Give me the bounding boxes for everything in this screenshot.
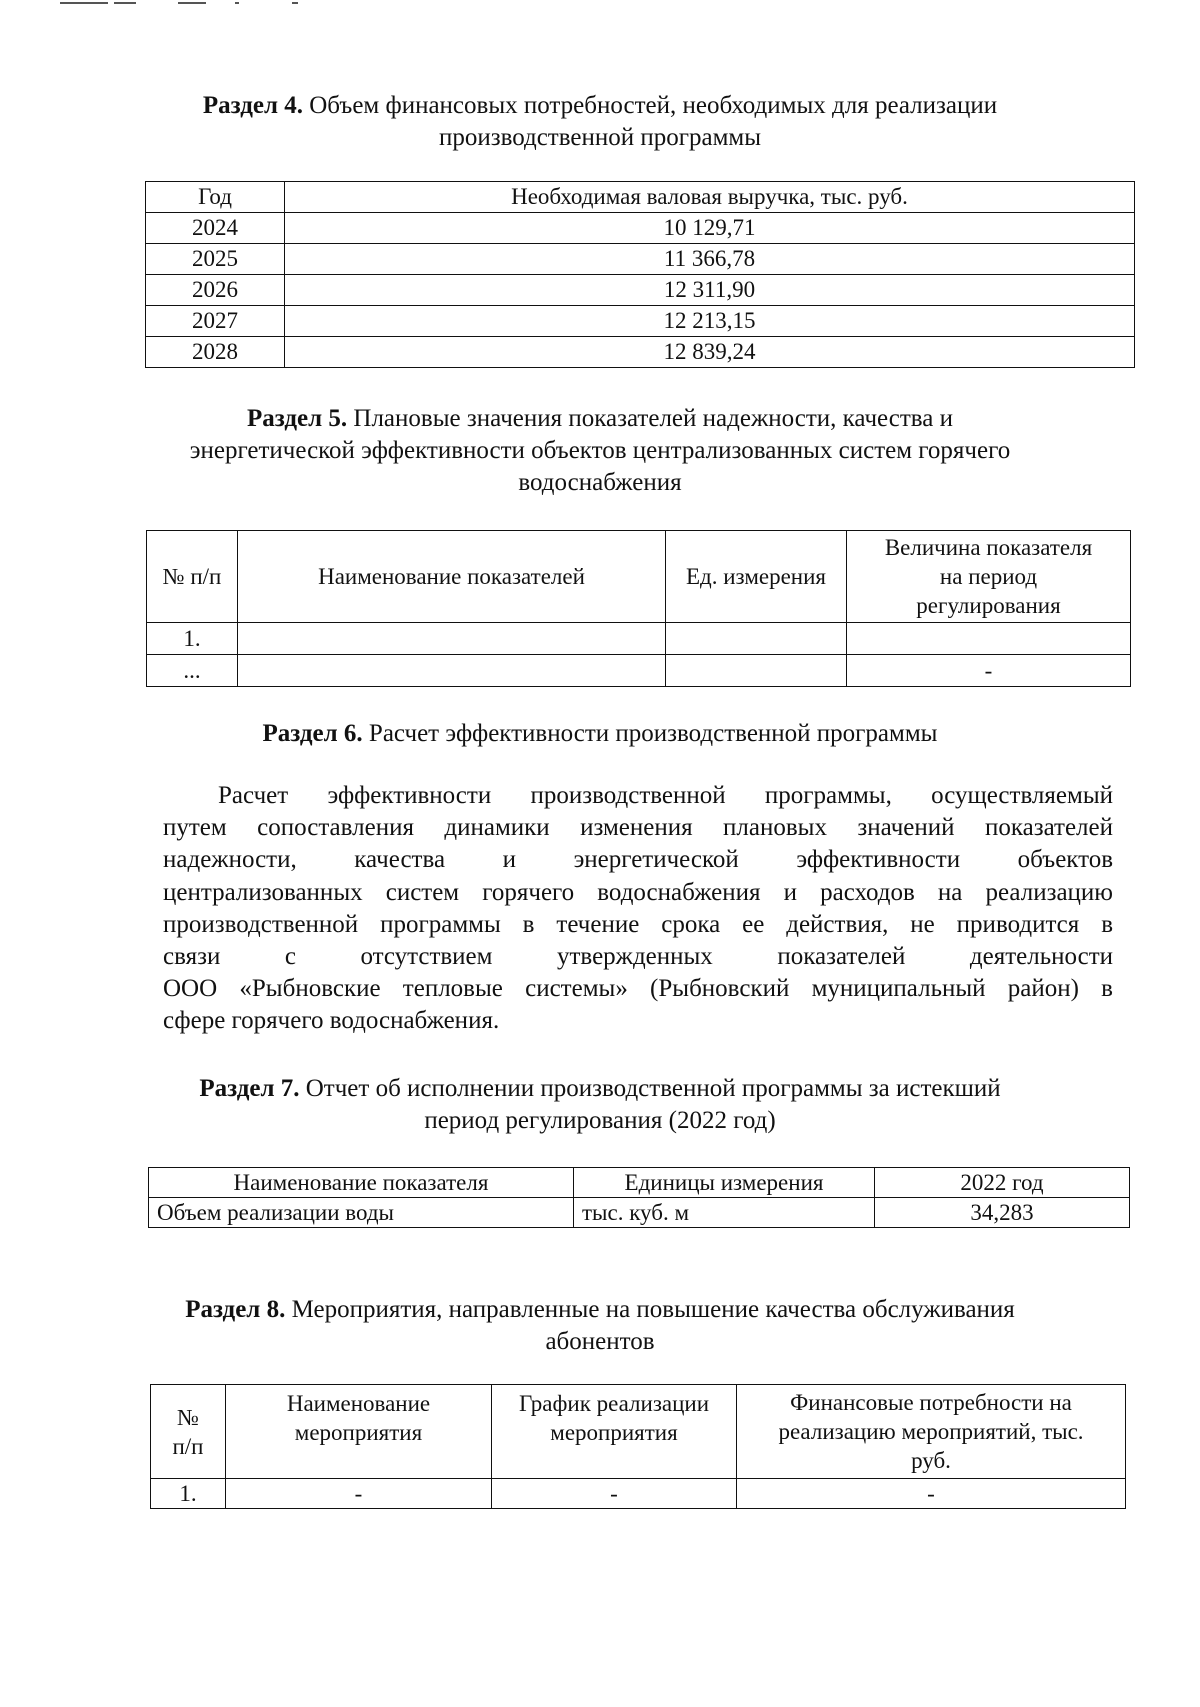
measures-table [150,1384,1126,1509]
unit-cell: тыс. куб. м [574,1198,875,1228]
table-row [149,1198,1130,1228]
section5-title-line3: водоснабжения [518,469,682,496]
year-cell: 2024 [146,213,285,244]
table-row [146,306,1135,337]
paragraph-line: сфере горячего водоснабжения. [163,1007,500,1035]
revenue-cell: 12 213,15 [285,306,1135,337]
num-header: № п/п [147,531,238,623]
value-header [847,531,1131,623]
name-header: Наименование показателя [149,1168,574,1198]
section4-heading [140,90,1060,154]
table-row [147,623,1131,655]
value-cell [847,623,1131,655]
section8-label: Раздел 8. [185,1296,286,1323]
report-table [148,1167,1130,1228]
name-header-line1: Наименование [286,1391,431,1416]
num-header-line2: п/п [172,1433,204,1459]
table-header-row [151,1385,1126,1479]
year-cell: 2026 [146,275,285,306]
section8-heading [140,1294,1060,1358]
revenue-cell: 10 129,71 [285,213,1135,244]
year-cell: 2027 [146,306,285,337]
name-cell [238,655,666,687]
indicators-table [146,530,1131,687]
paragraph-line: путем сопоставления динамики изменения плановых значений показателей [163,814,1113,842]
section4-title-line1: Объем финансовых потребностей, необходимых для реализации [309,92,998,119]
name-header: Наименование показателей [238,531,666,623]
num-header-line1: № [177,1404,199,1430]
name-cell: - [226,1479,492,1509]
num-header [151,1385,226,1479]
finance-cell: - [737,1479,1126,1509]
name-header-line2: мероприятия [294,1420,423,1445]
name-cell [238,623,666,655]
schedule-header [492,1385,737,1479]
unit-header: Ед. измерения [666,531,847,623]
paragraph-line: Расчет эффективности производственной программы, осуществляемый [218,782,1113,809]
paragraph-line: надежности, качества и энергетической эффективности объектов [163,846,1113,874]
section7-title-line2: период регулирования (2022 год) [424,1107,776,1134]
section4-title-line2: производственной программы [438,124,762,151]
name-cell: Объем реализации воды [149,1198,574,1228]
table-row [146,213,1135,244]
financial-needs-table [145,181,1135,368]
year-header: 2022 год [875,1168,1130,1198]
section7-label: Раздел 7. [199,1075,300,1102]
unit-cell [666,655,847,687]
revenue-cell: 12 311,90 [285,275,1135,306]
section6-title: Расчет эффективности производственной программы [368,720,938,747]
paragraph-line: связи с отсутствием утвержденных показателей деятельности [163,943,1113,971]
value-header-line3: регулирования [916,593,1061,618]
section8-title-line2: абонентов [545,1328,655,1355]
section6-paragraph [163,780,1113,1038]
value-cell: 34,283 [875,1198,1130,1228]
table-header-row [149,1168,1130,1198]
scan-artifacts [60,0,360,8]
table-row [146,337,1135,368]
table-row [151,1479,1126,1509]
revenue-cell: 11 366,78 [285,244,1135,275]
num-cell: 1. [147,623,238,655]
section4-label: Раздел 4. [202,92,303,119]
section6-heading [140,718,1060,750]
value-header-line1: Величина показателя [884,535,1093,560]
section5-title-line2: энергетической эффективности объектов централизованных систем горячего [189,437,1011,464]
year-cell: 2025 [146,244,285,275]
section5-heading [140,403,1060,499]
paragraph-line: ООО «Рыбновские тепловые системы» (Рыбновский муниципальный район) в [163,975,1113,1003]
revenue-header: Необходимая валовая выручка, тыс. руб. [285,182,1135,213]
year-header: Год [146,182,285,213]
revenue-cell: 12 839,24 [285,337,1135,368]
section5-title-line1: Плановые значения показателей надежности, качества и [353,405,953,432]
num-cell: ... [147,655,238,687]
paragraph-line: производственной программы в течение срока ее действия, не приводится в [163,910,1113,938]
unit-cell [666,623,847,655]
value-header-line2: на период [939,564,1038,589]
unit-header: Единицы измерения [574,1168,875,1198]
year-cell: 2028 [146,337,285,368]
table-header-row [147,531,1131,623]
table-row [147,655,1131,687]
finance-header-line1: Финансовые потребности на [790,1390,1072,1415]
finance-header [737,1385,1126,1479]
table-row [146,244,1135,275]
paragraph-line: централизованных систем горячего водоснабжения и расходов на реализацию [163,878,1113,906]
section7-heading [140,1073,1060,1137]
finance-header-line3: руб. [911,1448,951,1473]
section5-label: Раздел 5. [247,405,348,432]
num-cell: 1. [151,1479,226,1509]
table-row [146,275,1135,306]
schedule-header-line2: мероприятия [550,1420,678,1445]
name-header [226,1385,492,1479]
section8-title-line1: Мероприятия, направленные на повышение качества обслуживания [291,1296,1015,1323]
schedule-header-line1: График реализации [518,1391,710,1416]
section7-title-line1: Отчет об исполнении производственной программы за истекший [305,1075,1001,1102]
table-header-row [146,182,1135,213]
value-cell: - [847,655,1131,687]
finance-header-line2: реализацию мероприятий, тыс. [778,1419,1084,1444]
section6-label: Раздел 6. [262,720,363,747]
schedule-cell: - [492,1479,737,1509]
